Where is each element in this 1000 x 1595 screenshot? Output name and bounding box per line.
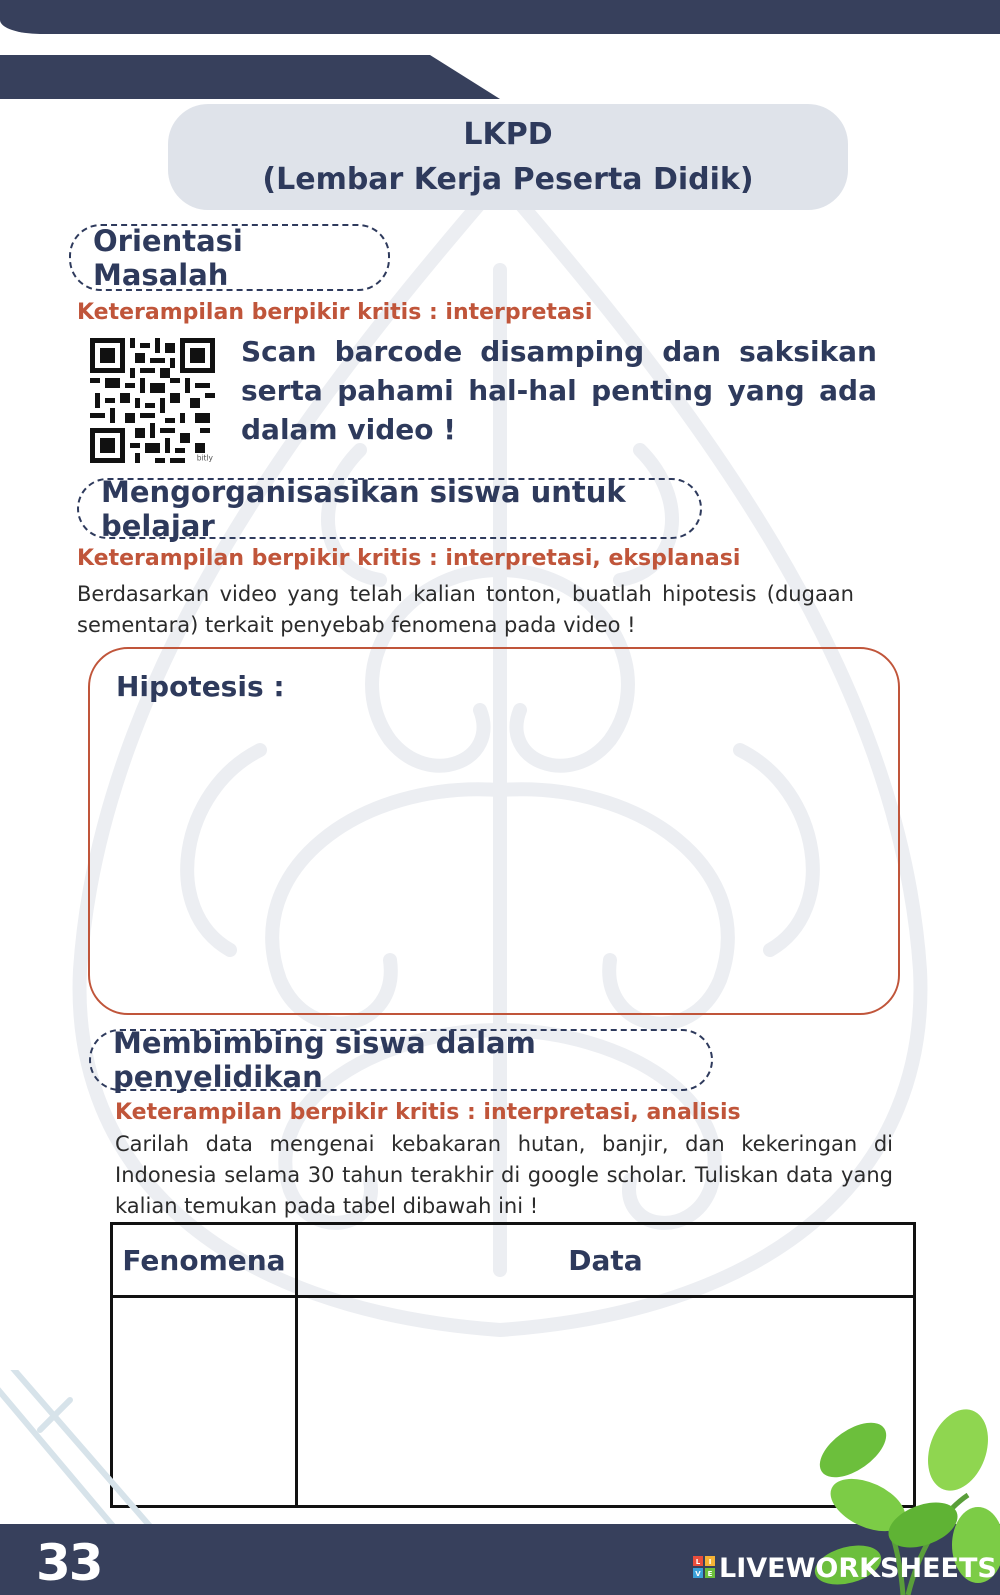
page-title bbox=[168, 104, 848, 210]
table-header-data: Data bbox=[297, 1224, 915, 1297]
skill-label-2: Keterampilan berpikir kritis : interpretasi, eksplanasi bbox=[77, 546, 741, 571]
section-heading-penyelidikan bbox=[89, 1026, 713, 1094]
table-header-row bbox=[112, 1224, 915, 1297]
title-line-1: LKPD bbox=[463, 117, 553, 152]
liveworksheets-brand[interactable]: LIVEWORKSHEETS bbox=[719, 1553, 997, 1584]
data-instruction: Carilah data mengenai kebakaran hutan, banjir, dan kekeringan di Indonesia selama 30 tahun terakhir di google scholar. Tuliskan data yang kalian temukan pada tabel dibawah ini ! bbox=[115, 1132, 893, 1218]
top-header-band bbox=[0, 0, 1000, 34]
qr-caption: bitly bbox=[196, 453, 213, 463]
section-heading-text: Membimbing siswa dalam penyelidikan bbox=[113, 1026, 536, 1094]
hypothesis-label: Hipotesis : bbox=[116, 670, 285, 703]
svg-text:L: L bbox=[695, 1558, 701, 1566]
title-line-2: (Lembar Kerja Peserta Didik) bbox=[262, 162, 754, 197]
section-heading-organisasi bbox=[77, 474, 702, 543]
qr-code-icon[interactable] bbox=[90, 338, 215, 463]
table-header-fenomena: Fenomena bbox=[112, 1224, 297, 1297]
skill-label-1: Keterampilan berpikir kritis : interpretasi bbox=[77, 300, 593, 325]
svg-text:E: E bbox=[707, 1570, 713, 1578]
page-number: 33 bbox=[36, 1534, 102, 1592]
skill-label-3: Keterampilan berpikir kritis : interpretasi, analisis bbox=[115, 1100, 741, 1125]
data-table bbox=[110, 1222, 916, 1508]
qr-instruction: Scan barcode disamping dan saksikan serta pahami hal-hal penting yang ada dalam video ! bbox=[241, 335, 877, 446]
section-heading-orientasi bbox=[69, 224, 390, 291]
svg-text:I: I bbox=[708, 1558, 712, 1566]
svg-text:V: V bbox=[695, 1570, 701, 1578]
section-heading-text: Orientasi Masalah bbox=[93, 223, 243, 292]
hypothesis-instruction: Berdasarkan video yang telah kalian tonton, buatlah hipotesis (dugaan sementara) terkait penyebab fenomena pada video ! bbox=[77, 582, 854, 637]
table-row bbox=[112, 1297, 915, 1507]
section-heading-text: Mengorganisasikan siswa untuk belajar bbox=[101, 474, 626, 543]
header-accent-band bbox=[0, 55, 510, 99]
liveworksheets-logo-icon bbox=[693, 1556, 715, 1578]
